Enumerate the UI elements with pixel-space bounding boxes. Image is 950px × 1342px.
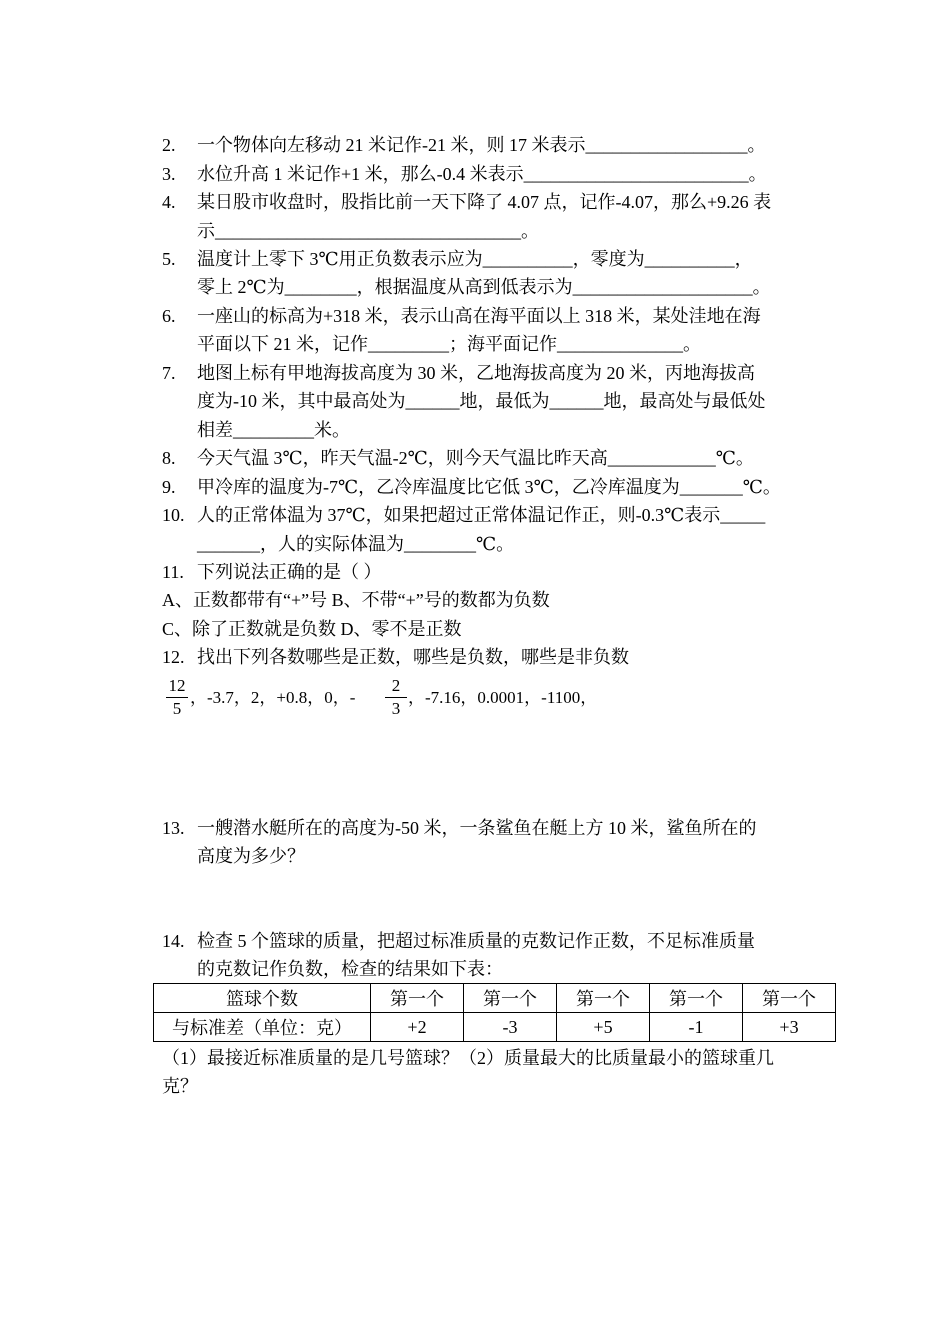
q13-line1: 一艘潜水艇所在的高度为-50 米，一条鲨鱼在艇上方 10 米，鲨鱼所在的	[197, 818, 757, 838]
q12-numbers-part1: ，-3.7，2，+0.8，0，-	[190, 688, 356, 707]
q9-text: 甲冷库的温度为-7℃，乙冷库温度比它低 3℃，乙冷库温度为_______℃。	[197, 477, 781, 497]
q4-line1: 某日股市收盘时，股指比前一天下降了 4.07 点，记作-4.07，那么+9.26 表	[197, 192, 772, 212]
q12-number: 12.	[162, 647, 185, 667]
table-cell: +5	[557, 1013, 650, 1042]
q7-line3: 相差_________米。	[197, 420, 350, 440]
q2-number: 2.	[162, 135, 176, 155]
table-cell: -3	[464, 1013, 557, 1042]
q14-line2: 的克数记作负数，检查的结果如下表：	[197, 959, 503, 979]
q3-text: 水位升高 1 米记作+1 米，那么-0.4 米表示_________________________。	[197, 164, 767, 184]
q14-line1: 检查 5 个篮球的质量，把超过标准质量的克数记作正数，不足标准质量	[197, 931, 755, 951]
q14-question-line1: （1）最接近标准质量的是几号篮球？（2）质量最大的比质量最小的篮球重几	[162, 1048, 774, 1068]
table-row	[154, 1013, 836, 1042]
fraction-denominator: 3	[391, 699, 401, 718]
q6-number: 6.	[162, 306, 176, 326]
table-cell: 篮球个数	[154, 984, 371, 1013]
table-cell: +2	[371, 1013, 464, 1042]
table-cell: 第一个	[464, 984, 557, 1013]
q14-number: 14.	[162, 931, 185, 951]
q8-text: 今天气温 3℃，昨天气温-2℃，则今天气温比昨天高____________℃。	[197, 448, 754, 468]
q2-text: 一个物体向左移动 21 米记作-21 米，则 17 米表示__________________。	[197, 135, 766, 155]
q12-numbers-part2: ，-7.16，0.0001，-1100，	[408, 688, 598, 707]
q4-number: 4.	[162, 192, 176, 212]
q8-number: 8.	[162, 448, 176, 468]
q5-line1: 温度计上零下 3℃用正负数表示应为__________，零度为__________，	[197, 249, 753, 269]
basketball-table	[153, 983, 836, 1042]
fraction-numerator: 2	[391, 676, 401, 695]
table-cell: 第一个	[650, 984, 743, 1013]
q11-options-cd: C、除了正数就是负数 D、零不是正数	[162, 619, 462, 639]
q5-line2: 零上 2℃为________，根据温度从高到低表示为____________________。	[197, 277, 771, 297]
q3-number: 3.	[162, 164, 176, 184]
fraction-12-5	[166, 676, 188, 719]
q13-number: 13.	[162, 818, 185, 838]
q5-number: 5.	[162, 249, 176, 269]
q4-line2: 示__________________________________。	[197, 221, 539, 241]
q13-line2: 高度为多少？	[197, 846, 305, 866]
q9-number: 9.	[162, 477, 176, 497]
table-cell: 第一个	[557, 984, 650, 1013]
q7-line1: 地图上标有甲地海拔高度为 30 米，乙地海拔高度为 20 米，丙地海拔高	[197, 363, 755, 383]
fraction-numerator: 12	[168, 676, 186, 695]
q6-line1: 一座山的标高为+318 米，表示山高在海平面以上 318 米，某处洼地在海	[197, 306, 761, 326]
q11-options-ab: A、正数都带有“+”号 B、不带“+”号的数都为负数	[162, 590, 550, 610]
fraction-2-3	[385, 676, 407, 719]
table-header-row	[154, 984, 836, 1013]
table-cell: 第一个	[743, 984, 836, 1013]
q10-line1: 人的正常体温为 37℃，如果把超过正常体温记作正，则-0.3℃表示_____	[197, 505, 766, 525]
q12-text: 找出下列各数哪些是正数，哪些是负数，哪些是非负数	[197, 647, 629, 667]
table-cell: -1	[650, 1013, 743, 1042]
q10-line2: _______，人的实际体温为________℃。	[197, 534, 515, 554]
q11-text: 下列说法正确的是（ ）	[197, 562, 382, 582]
q14-question-line2: 克？	[162, 1076, 198, 1096]
table-cell: 第一个	[371, 984, 464, 1013]
q7-number: 7.	[162, 363, 176, 383]
fraction-denominator: 5	[172, 699, 182, 718]
q11-number: 11.	[162, 562, 184, 582]
q10-number: 10.	[162, 505, 185, 525]
q7-line2: 度为-10 米，其中最高处为______地，最低为______地，最高处与最低处	[197, 391, 766, 411]
table-cell: +3	[743, 1013, 836, 1042]
q6-line2: 平面以下 21 米，记作_________；海平面记作______________。	[197, 334, 701, 354]
table-cell: 与标准差（单位：克）	[154, 1013, 371, 1042]
